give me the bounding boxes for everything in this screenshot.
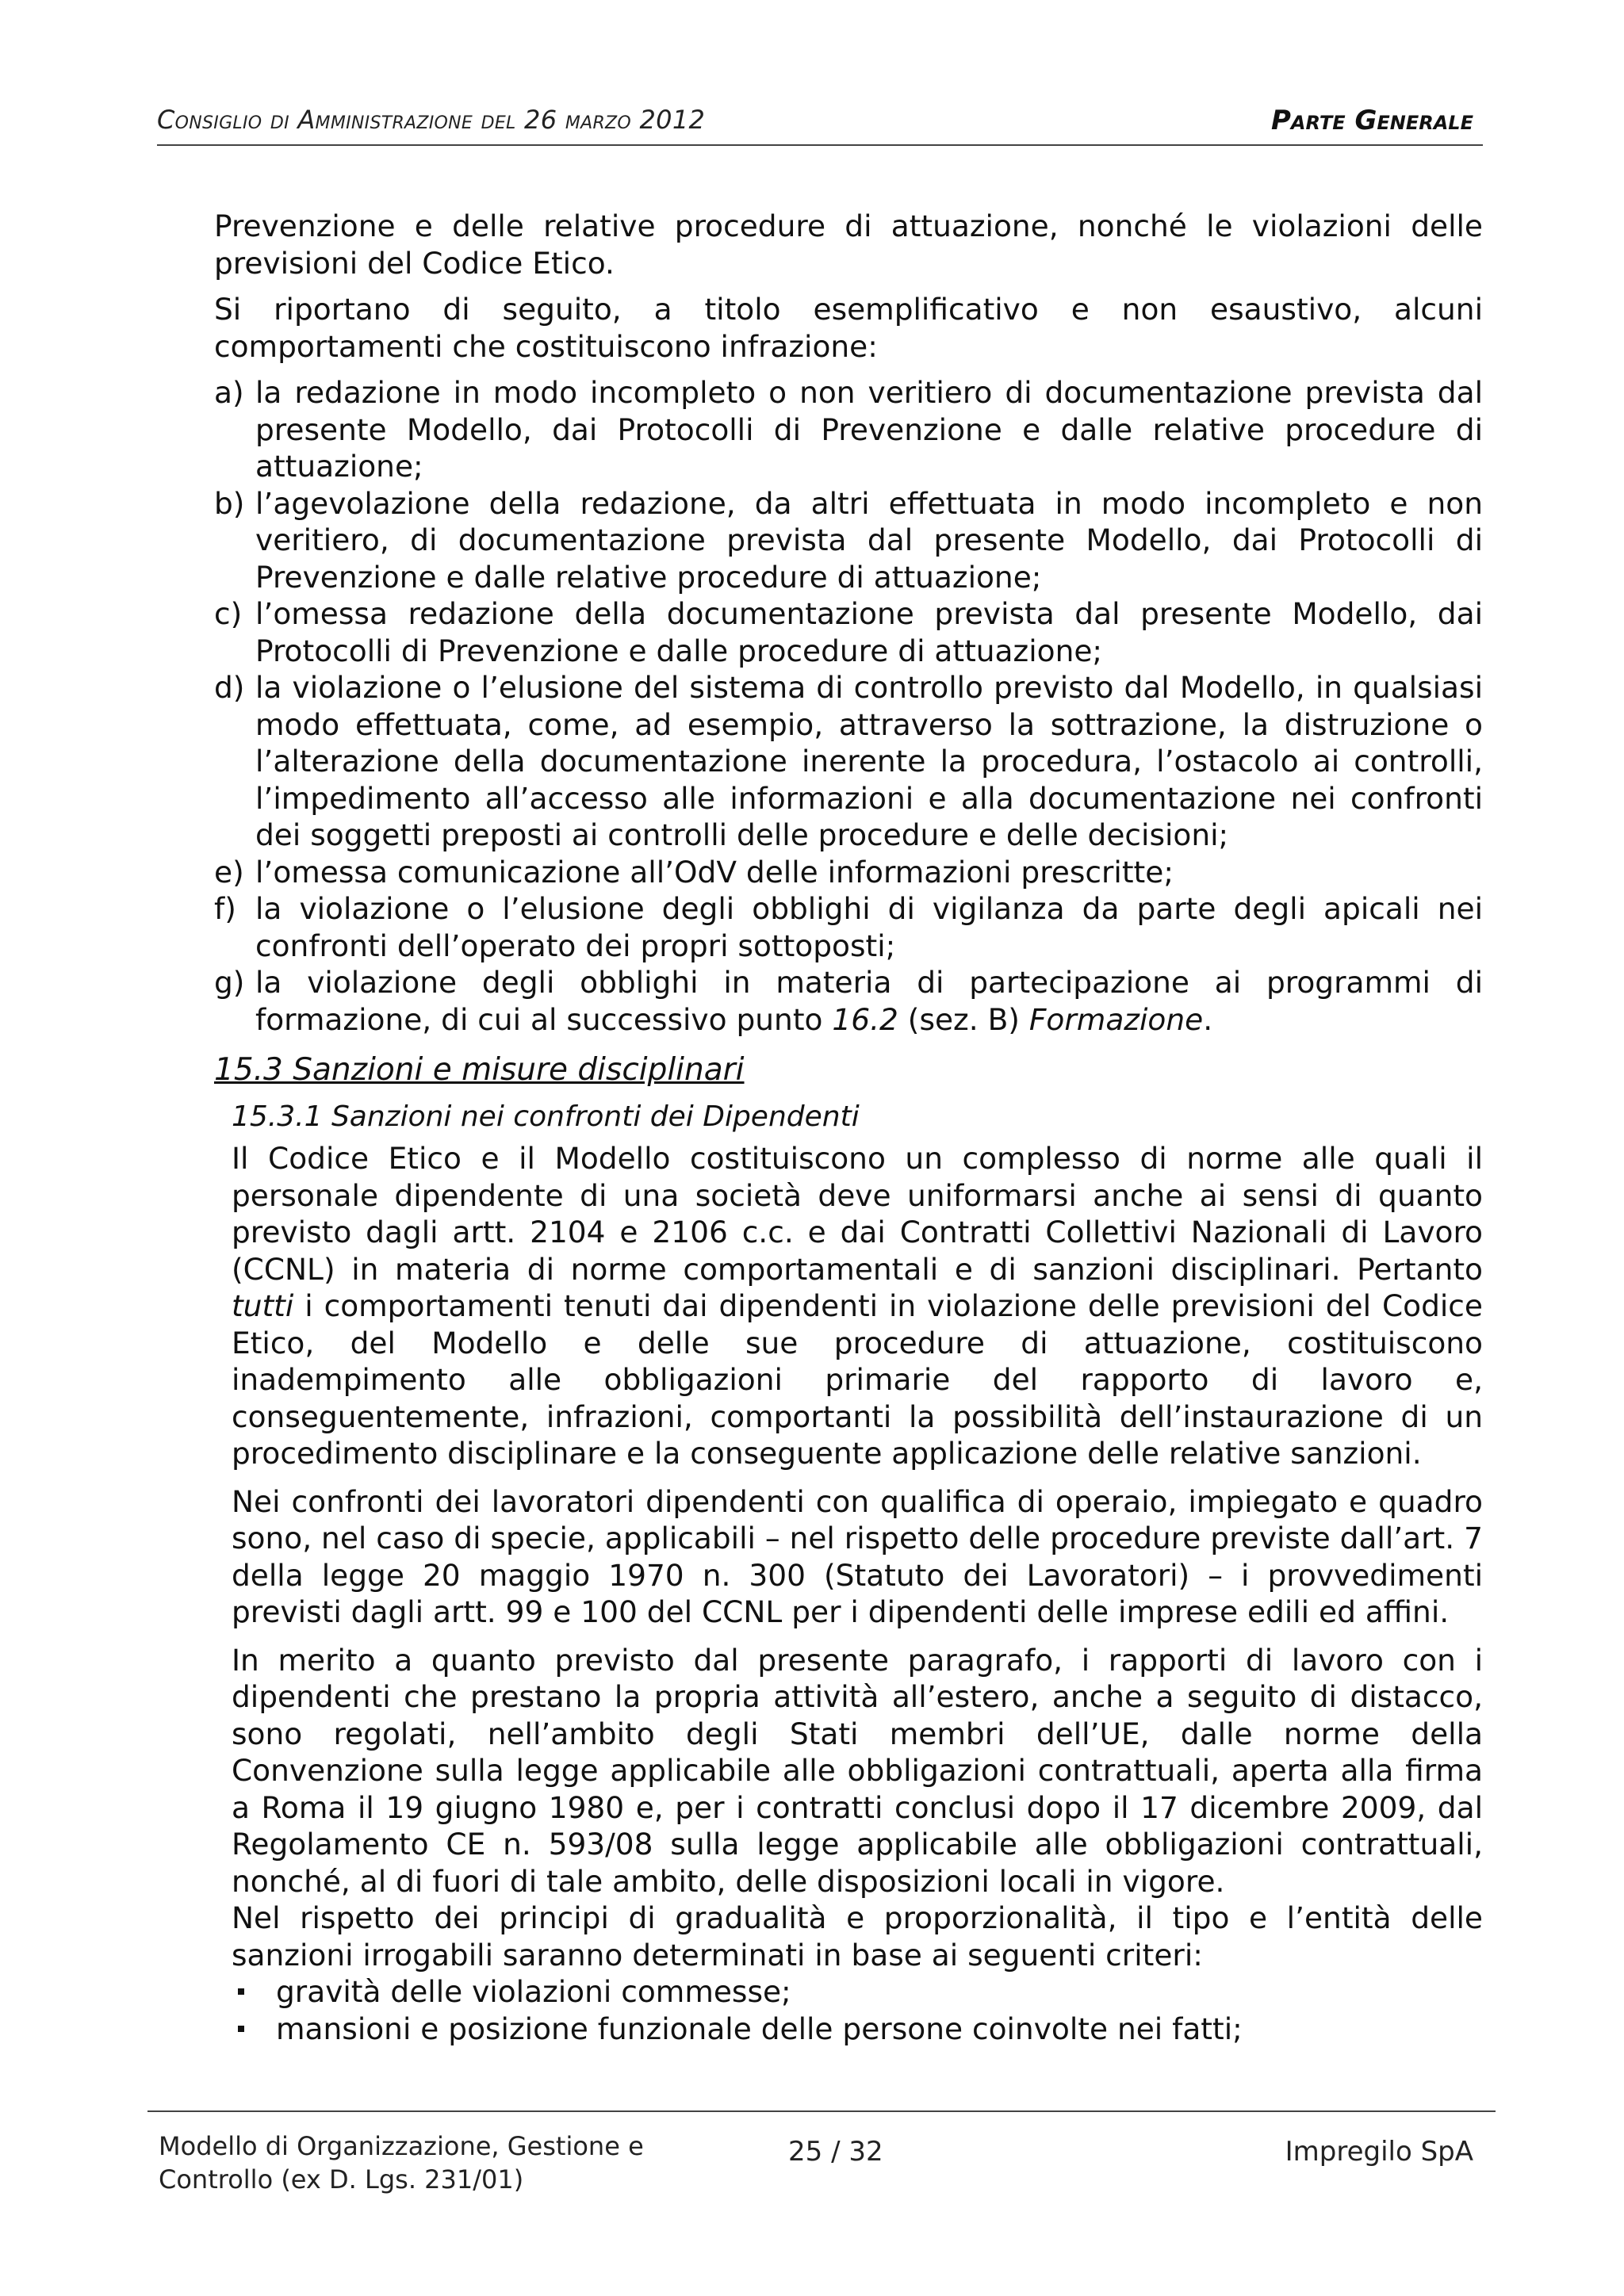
page-number: 25 / 32 — [788, 2136, 883, 2168]
list-item-text: l’omessa redazione della documentazione prevista dal presente Modello, dai Protocolli di Prevenzione e dalle procedure di attuazione; — [255, 596, 1483, 668]
text-run: (sez. B) — [898, 1001, 1029, 1037]
list-item-text: la redazione in modo incompleto o non veritiero di documentazione prevista dal presente Modello, dai Protocolli di Prevenzione e dalle relative procedure di attuazione; — [255, 375, 1483, 484]
infractions-list — [214, 374, 1483, 1038]
section-reference: 16.2 — [832, 1001, 898, 1037]
subsection-body — [232, 1140, 1483, 2047]
footer-company: Impregilo SpA — [1285, 2136, 1473, 2168]
list-item-text: la violazione o l’elusione degli obblighi di vigilanza da parte degli apicali nei confronti dell’operato dei propri sottoposti; — [255, 891, 1483, 963]
section-reference-title: Formazione — [1028, 1001, 1204, 1037]
list-item — [214, 595, 1483, 669]
footer-document-title — [159, 2130, 644, 2196]
paragraph-criteria: Nel rispetto dei principi di gradualità e proporzionalità, il tipo e l’entità delle sanzioni irrogabili saranno determinati in base ai seguenti criteri: — [232, 1900, 1483, 1973]
list-item — [214, 485, 1483, 596]
header-title: Consiglio di Amministrazione del 26 marzo 2012 — [157, 105, 706, 135]
list-marker: g) — [214, 965, 245, 1000]
list-item-text: mansioni e posizione funzionale delle persone coinvolte nei fatti; — [276, 2011, 1243, 2046]
list-item — [214, 854, 1483, 891]
text-run: la violazione degli obblighi in materia di partecipazione ai programmi di formazione, di cui al successivo punto — [255, 965, 1483, 1037]
list-marker: d) — [214, 670, 245, 705]
list-item-text: l’agevolazione della redazione, da altri effettuata in modo incompleto e non veritiero, di documentazione prevista dal presente Modello, dai Protocolli di Prevenzione e dalle relative procedure di attuazione; — [255, 485, 1483, 595]
paragraph-ccnl-measures: Nei confronti dei lavoratori dipendenti con qualifica di operaio, impiegato e quadro sono, nel caso di specie, applicabili – nel rispetto delle procedure previste dall’art. 7 della legge 20 maggio 1970 n. 300 (Statuto dei Lavoratori) – i provvedimenti previsti dagli artt. 99 e 100 del CCNL per i dipendenti delle imprese edili ed affini. — [232, 1483, 1483, 1629]
list-item-text: la violazione o l’elusione del sistema di controllo previsto dal Modello, in qualsiasi modo effettuata, come, ad esempio, attraverso la sottrazione, la distruzione o l’alterazione della documentazione inerente la procedura, l’ostacolo ai controlli, l’impedimento all’accesso alle informazioni e alla documentazione nei confronti dei soggetti preposti ai controlli delle procedure e delle decisioni; — [255, 670, 1483, 852]
list-item — [214, 964, 1483, 1038]
text-run: i comportamenti tenuti dai dipendenti in violazione delle previsioni del Codice Etico, del Modello e delle sue procedure di attuazione, costituiscono inadempimento alle obbligazioni primarie del rapporto di lavoro e, conseguentemente, infrazioni, comportanti la possibilità dell’instaurazione di un procedimento disciplinare e la conseguente applicazione delle relative sanzioni. — [232, 1288, 1483, 1471]
list-marker: a) — [214, 375, 244, 410]
list-item — [232, 2011, 1483, 2048]
list-marker: c) — [214, 596, 243, 631]
list-item — [232, 1973, 1483, 2011]
list-item — [214, 374, 1483, 485]
bullet-square-icon — [238, 2026, 244, 2032]
section-heading: 15.3 Sanzioni e misure disciplinari — [214, 1052, 745, 1088]
intro-paragraph-1: Prevenzione e delle relative procedure di attuazione, nonché le violazioni delle previsioni del Codice Etico. — [214, 209, 1483, 281]
page-body — [214, 208, 1483, 2047]
list-marker: b) — [214, 485, 245, 521]
footer-title-line-1: Modello di Organizzazione, Gestione e — [159, 2131, 644, 2161]
list-item-text: gravità delle violazioni commesse; — [276, 1974, 791, 2009]
criteria-list — [232, 1973, 1483, 2047]
header-section: Parte Generale — [1270, 105, 1473, 136]
list-item — [214, 890, 1483, 964]
page-footer — [147, 2110, 1496, 2207]
paragraph-foreign-employees: In merito a quanto previsto dal presente paragrafo, i rapporti di lavoro con i dipendenti che prestano la propria attività all’estero, anche a seguito di distacco, sono regolati, nell’ambito degli Stati membri dell’UE, dalle norme della Convenzione sulla legge applicabile alle obbligazioni contrattuali, aperta alla firma a Roma il 19 giugno 1980 e, per i contratti conclusi dopo il 17 dicembre 2009, dal Regolamento CE n. 593/08 sulla legge applicabile alle obbligazioni contrattuali, nonché, al di fuori di tale ambito, delle disposizioni locali in vigore. — [232, 1642, 1483, 1899]
subsection-heading: 15.3.1 Sanzioni nei confronti dei Dipendenti — [232, 1100, 860, 1133]
list-marker: e) — [214, 854, 244, 890]
text-run: Il Codice Etico e il Modello costituiscono un complesso di norme alle quali il personale dipendente di una società deve uniformarsi anche ai sensi di quanto previsto dagli artt. 2104 e 2106 c.c. e dai Contratti Collettivi Nazionali di Lavoro (CCNL) in materia di norme comportamentali e di sanzioni disciplinari. Pertanto — [232, 1141, 1483, 1287]
text-run: . — [1203, 1001, 1213, 1037]
list-item-text: l’omessa comunicazione all’OdV delle informazioni prescritte; — [255, 854, 1174, 890]
emphasis: tutti — [232, 1288, 294, 1323]
footer-title-line-2: Controllo (ex D. Lgs. 231/01) — [159, 2164, 524, 2195]
list-marker: f) — [214, 891, 236, 926]
intro-paragraph-2: Si riportano di seguito, a titolo esemplificativo e non esaustivo, alcuni comportamenti che costituiscono infrazione: — [214, 292, 1483, 364]
page-header — [157, 97, 1483, 146]
list-item — [214, 669, 1483, 854]
list-item-text — [255, 965, 1483, 1037]
bullet-square-icon — [238, 1988, 244, 1995]
paragraph-employees-code — [232, 1140, 1483, 1472]
